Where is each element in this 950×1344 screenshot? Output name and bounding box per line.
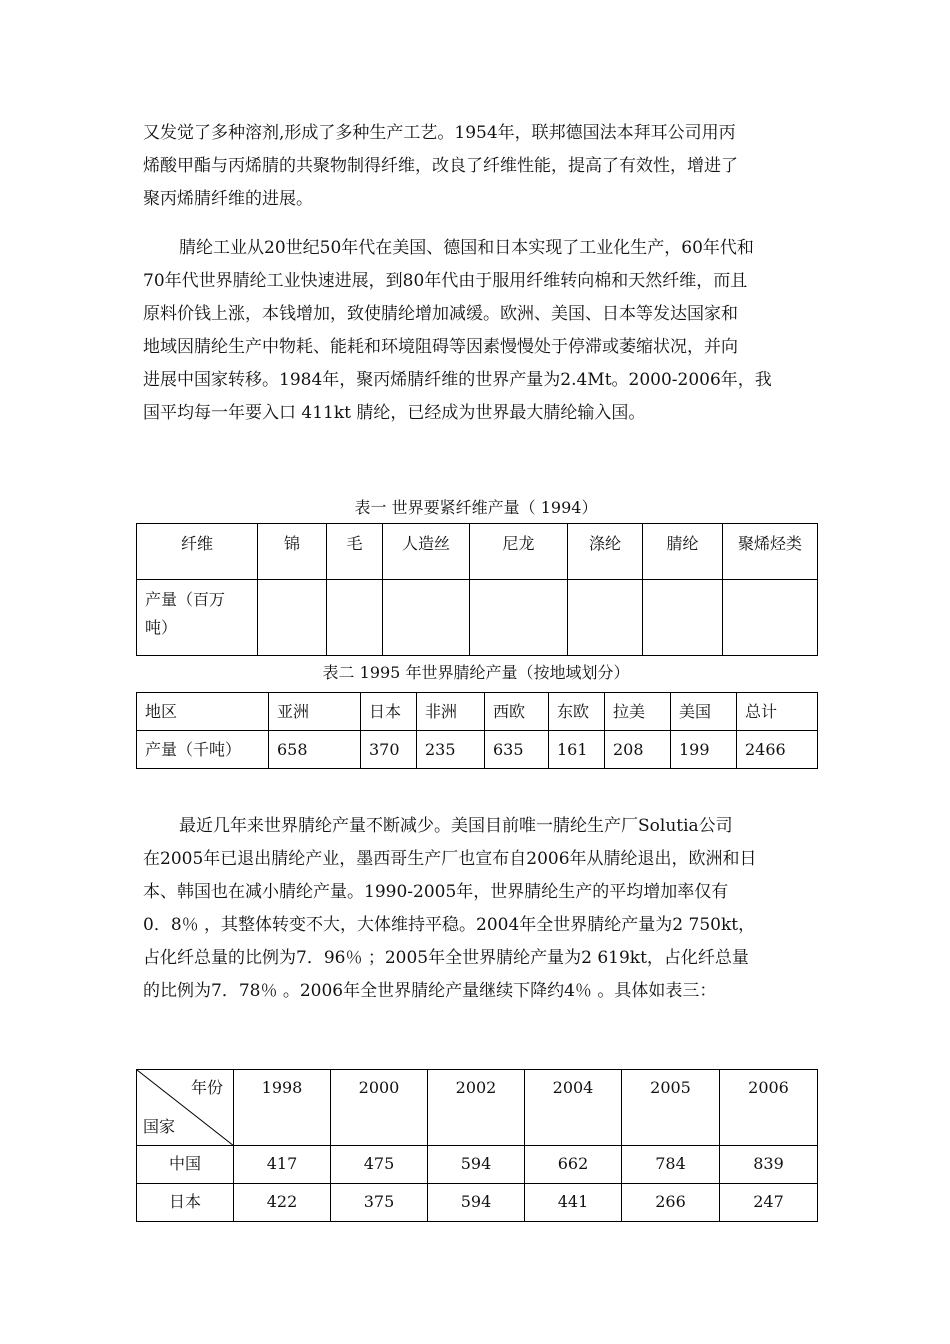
table-header-cell: 东欧 — [549, 693, 605, 731]
text-line: 烯酸甲酯与丙烯腈的共聚物制得纤维，改良了纤维性能，提高了有效性，增进了 — [143, 156, 738, 176]
table-header-cell: 2002 — [428, 1070, 525, 1146]
table-header-cell: 尼龙 — [470, 524, 568, 580]
text-line: 腈纶工业从20世纪50年代在美国、德国和日本实现了工业化生产，60年代和 — [179, 238, 754, 258]
table-row-label: 日本 — [137, 1184, 234, 1222]
table-cell — [327, 580, 383, 656]
text-line: 国平均每一年要入口 411kt 腈纶，已经成为世界最大腈纶输入国。 — [143, 403, 646, 423]
table-cell: 208 — [605, 731, 671, 769]
text-line: 最近几年来世界腈纶产量不断减少。美国目前唯一腈纶生产厂Solutia公司 — [179, 816, 733, 836]
table-1-caption: 表一 世界要紧纤维产量（ 1994） — [354, 498, 598, 517]
table-cell: 266 — [622, 1184, 720, 1222]
table-header-cell: 涤纶 — [568, 524, 643, 580]
text-line: 又发觉了多种溶剂,形成了多种生产工艺。1954年，联邦德国法本拜耳公司用丙 — [143, 123, 736, 143]
table-header-cell: 2006 — [720, 1070, 818, 1146]
table-cell: 475 — [331, 1146, 428, 1184]
table-cell: 375 — [331, 1184, 428, 1222]
table-2-caption: 表二 1995 年世界腈纶产量（按地域划分） — [322, 663, 630, 682]
table-cell: 441 — [525, 1184, 622, 1222]
table-header-cell: 聚烯烃类 — [723, 524, 818, 580]
table-cell — [568, 580, 643, 656]
table-cell — [258, 580, 327, 656]
table-cell: 784 — [622, 1146, 720, 1184]
table-header-cell: 纤维 — [137, 524, 258, 580]
table-header-cell: 美国 — [671, 693, 737, 731]
text-line: 0．8％ ，其整体转变不大，大体维持平稳。2004年全世界腈纶产量为2 750kt， — [143, 915, 756, 935]
text-line: 本、韩国也在减小腈纶产量。1990-2005年，世界腈纶生产的平均增加率仅有 — [143, 882, 729, 902]
table-cell — [470, 580, 568, 656]
table-header-cell: 日本 — [361, 693, 417, 731]
table-cell — [383, 580, 470, 656]
table-row-label: 中国 — [137, 1146, 234, 1184]
table-header-cell: 2000 — [331, 1070, 428, 1146]
paragraph-3 — [143, 810, 815, 1008]
text-line: 原料价钱上涨，本钱增加，致使腈纶增加减缓。欧洲、美国、日本等发达国家和 — [143, 304, 738, 324]
table-cell: 658 — [269, 731, 361, 769]
table-header-cell: 亚洲 — [269, 693, 361, 731]
table-header-cell: 1998 — [234, 1070, 331, 1146]
table-header-cell: 锦 — [258, 524, 327, 580]
table-cell: 199 — [671, 731, 737, 769]
regional-production-table — [136, 692, 818, 769]
table-header-cell: 毛 — [327, 524, 383, 580]
paragraph-2 — [143, 232, 815, 430]
table-cell: 417 — [234, 1146, 331, 1184]
table-cell — [643, 580, 723, 656]
table-header-cell: 西欧 — [485, 693, 549, 731]
table-header-cell: 拉美 — [605, 693, 671, 731]
table-cell: 235 — [417, 731, 485, 769]
table-cell: 370 — [361, 731, 417, 769]
table-header-cell: 2004 — [525, 1070, 622, 1146]
table-cell: 594 — [428, 1146, 525, 1184]
table-cell: 662 — [525, 1146, 622, 1184]
table-cell: 839 — [720, 1146, 818, 1184]
table-header-cell: 非洲 — [417, 693, 485, 731]
table-cell: 422 — [234, 1184, 331, 1222]
country-production-table — [136, 1069, 818, 1222]
table-row-label: 产量（千吨） — [137, 731, 269, 769]
table-header-cell: 腈纶 — [643, 524, 723, 580]
table-header-cell: 人造丝 — [383, 524, 470, 580]
text-line: 70年代世界腈纶工业快速进展，到80年代由于服用纤维转向棉和天然纤维，而且 — [143, 271, 748, 291]
table-row-label: 产量（百万吨） — [137, 580, 258, 656]
table-corner-cell — [137, 1070, 234, 1146]
table-header-cell: 总计 — [737, 693, 818, 731]
table-cell — [723, 580, 818, 656]
table-row — [137, 1184, 818, 1222]
table-cell: 2466 — [737, 731, 818, 769]
paragraph-1 — [143, 117, 815, 216]
table-cell: 635 — [485, 731, 549, 769]
table-header-cell: 2005 — [622, 1070, 720, 1146]
table-row — [137, 1146, 818, 1184]
table-cell: 594 — [428, 1184, 525, 1222]
table-cell: 161 — [549, 731, 605, 769]
text-line: 占化纤总量的比例为7．96％ ；2005年全世界腈纶产量为2 619kt，占化纤总量 — [143, 948, 749, 968]
text-line: 进展中国家转移。1984年，聚丙烯腈纤维的世界产量为2.4Mt。2000-2006年，我 — [143, 370, 772, 390]
table-header-cell: 地区 — [137, 693, 269, 731]
fiber-production-table — [136, 523, 818, 656]
corner-year-label: 年份 — [190, 1078, 223, 1097]
text-line: 在2005年已退出腈纶产业，墨西哥生产厂也宣布自2006年从腈纶退出，欧洲和日 — [143, 849, 757, 869]
corner-country-label: 国家 — [143, 1117, 176, 1136]
text-line: 的比例为7．78％ 。2006年全世界腈纶产量继续下降约4％ 。具体如表三： — [143, 981, 717, 1001]
text-line: 聚丙烯腈纤维的进展。 — [143, 189, 313, 209]
text-line: 地域因腈纶生产中物耗、能耗和环境阻碍等因素慢慢处于停滞或萎缩状况，并向 — [143, 337, 738, 357]
table-cell: 247 — [720, 1184, 818, 1222]
